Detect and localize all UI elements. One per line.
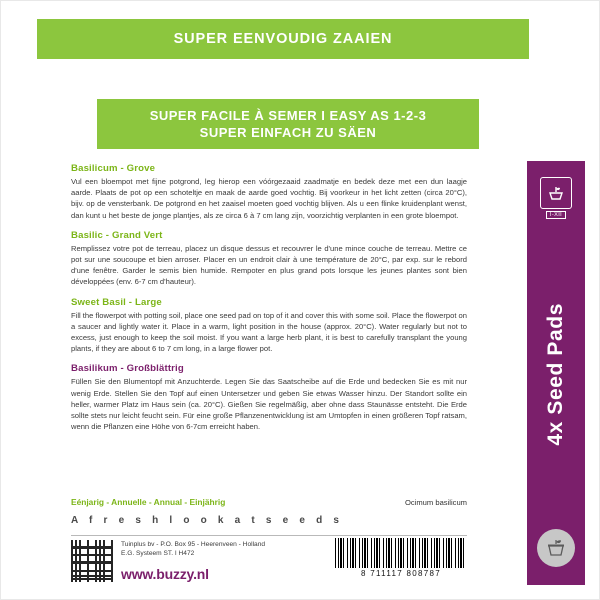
top-banner xyxy=(37,19,529,59)
instruction-text-de: Füllen Sie den Blumentopf mit Anzuchterde. Legen Sie das Saatscheibe auf die Erde und bedecken Sie es mit nur wenig Erde. Stellen Sie den Topf auf einen Untersetzer und geben Sie etwas Wasser hinzu. Der Standort sollte ein heller, warmer Platz im Haus sein (ca. 20°C). Gießen Sie regelmäßig, aber ohne dass Staunässe entsteht. Die Erde sollte stets nur leicht feucht sein. Für eine große Pflanzenentwicklung ist am Umtopfen in einen größeren Topf ratsam, wenn die Pflanzen eine Höhe von 6-7cm erreicht haben. xyxy=(71,377,467,432)
sub-banner-line-1: SUPER FACILE À SEMER I EASY AS 1-2-3 xyxy=(149,108,427,123)
seed-pads-count-wrap xyxy=(527,219,585,529)
tagline: A f r e s h l o o k a t s e e d s xyxy=(71,515,344,526)
instruction-title-fr: Basilic - Grand Vert xyxy=(71,229,163,241)
qr-code-icon xyxy=(71,540,113,582)
website-url[interactable]: www.buzzy.nl xyxy=(121,566,209,582)
footer xyxy=(71,535,467,586)
annual-label: Eénjarig - Annuelle - Annual - Einjährig xyxy=(71,497,226,507)
flowerpot-icon xyxy=(537,529,575,567)
latin-name: Ocimum basilicum xyxy=(404,498,467,507)
sub-banner xyxy=(97,99,479,149)
instruction-title-en: Sweet Basil - Large xyxy=(71,296,162,308)
sowing-period-indicator xyxy=(539,177,573,219)
sub-banner-line-2: SUPER EINFACH ZU SÄEN xyxy=(199,125,377,140)
instruction-block-nl xyxy=(71,163,467,221)
instructions-column xyxy=(71,163,467,441)
barcode-number: 8 711117 808787 xyxy=(360,569,441,578)
sowing-pot-icon xyxy=(540,177,572,209)
seed-pads-count: 4x Seed Pads xyxy=(544,302,567,446)
sowing-months-label: I-XII xyxy=(546,211,566,219)
instruction-text-nl: Vul een bloempot met fijne potgrond, leg hierop een vóórgezaaid zaadmatje en bedek deze met een dun laagje aarde. Plaats de pot op een schoteltje en maak de aarde goed vochtig. Bij voorkeur in het licht zetten (circa 20°C), bijv. op de vensterbank. De potgrond en het zaaisel moeten goed vochtig blijven. Als u een flinke kruidenplant wenst, dan kunt u het beste de jonge plantjes, als ze circa 6 à 7 cm lang zijn, voorzichtig verplanten in een grote bloempot. xyxy=(71,177,467,220)
company-address-line-2: E.G. Systeem ST. I H472 xyxy=(121,550,195,557)
footer-address-block xyxy=(113,536,335,582)
instruction-title-nl: Basilicum - Grove xyxy=(71,163,156,174)
instruction-text-en: Fill the flowerpot with potting soil, place one seed pad on top of it and cover this with some soil. Place the flowerpot on a saucer and lightly water it. Place in a warm, light position in the house (approx. 20°C). Water regularly but not to excess, just enough to keep the soil moist. If you want a large herb plant, it is best to carefully transplant the young plants, if they are about 6 to 7 cm long, in a large flower pot. xyxy=(71,310,467,354)
instruction-block-fr xyxy=(71,230,467,288)
barcode-block xyxy=(335,536,467,578)
company-address-line-1: Tuinplus bv - P.O. Box 95 - Heerenveen - Holland xyxy=(121,541,266,548)
right-side-strip xyxy=(527,161,585,585)
instruction-block-en xyxy=(71,297,467,355)
annual-row xyxy=(71,497,467,507)
instruction-text-fr: Remplissez votre pot de terreau, placez un disque dessus et recouvrer le d'une mince couche de terreau. Mettre ce pot sur une soucoupe et bien arroser. Placer en un endroit clair à une température de 20°C, par exp. sur le rebord d'une fenêtre. Garder le semis bien humide. Rempoter en plus grand pots lorsque les jeunes plantes sont bien développées (env. 6-7 cm d'hauteur). xyxy=(71,243,467,287)
barcode-icon xyxy=(335,538,465,568)
top-banner-title: SUPER EENVOUDIG ZAAIEN xyxy=(173,31,393,47)
instruction-title-de: Basilikum - Großblättrig xyxy=(71,363,184,375)
instruction-block-de xyxy=(71,363,467,432)
